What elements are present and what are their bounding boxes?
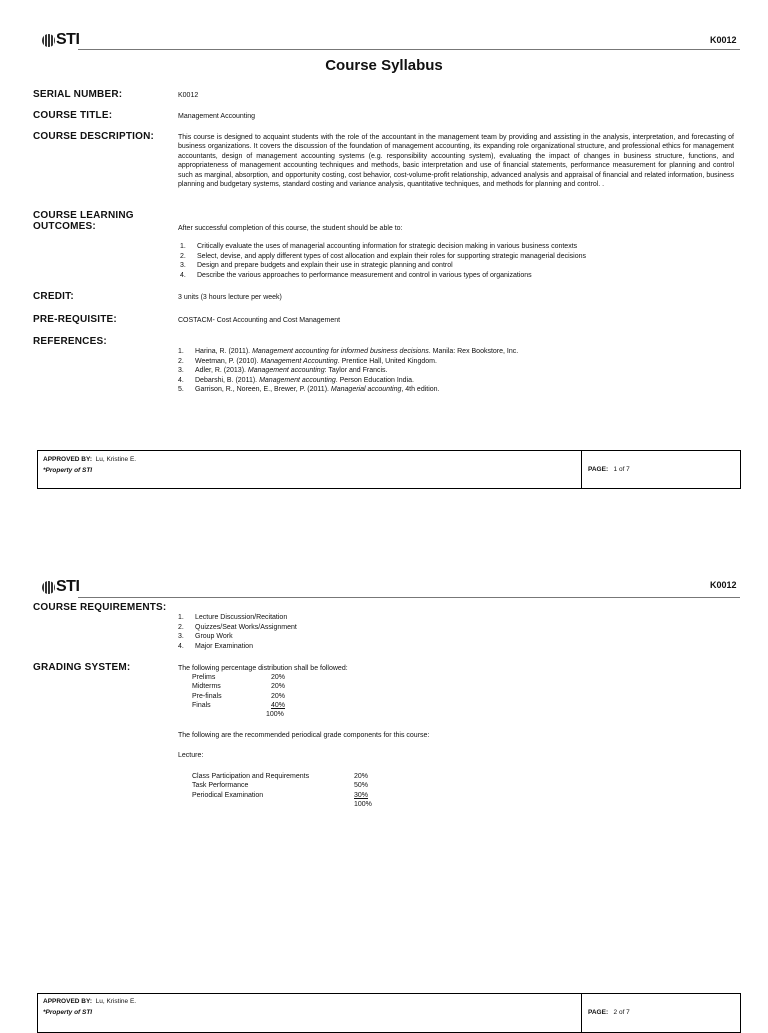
list-item: 1. Lecture Discussion/Recitation [178,614,288,621]
list-item: 1. Harina, R. (2011). Management accounting for informed business decisions. Manila: Rex Bookstore, Inc. [178,348,519,355]
property-note: *Property of STI [43,1009,93,1016]
page-title: Course Syllabus [325,57,443,74]
components-intro: The following are the recommended periodical grade components for this course: [178,732,430,739]
lecture-label: Lecture: [178,752,204,759]
credit-label: CREDIT: [33,291,74,302]
serial-value: K0012 [178,92,199,99]
sti-logo: STI [42,578,79,596]
table-row: 100% [266,711,284,719]
table-row: Prelims 20% [192,674,286,681]
table-row: Periodical Examination 30% [192,791,369,799]
prerequisite-value: COSTACM- Cost Accounting and Cost Management [178,317,341,324]
list-item: 2. Weetman, P. (2010). Management Accounting. Prentice Hall, United Kingdom. [178,357,437,365]
grade-components-table [192,772,392,809]
list-item: 4. Debarshi, B. (2011). Management accounting. Person Education India. [178,376,414,384]
course-code: K0012 [710,35,737,45]
list-item: 5. Garrison, R., Noreen, E., Brewer, P. (2011). Managerial accounting, 4th edition. [178,386,440,393]
sti-logo-icon [42,34,55,47]
outcomes-list [180,242,740,280]
table-row: Pre-finals 20% [192,692,286,700]
table-row: Midterms 20% [192,683,286,691]
page-footer [37,450,741,489]
property-note: *Property of STI [43,467,93,474]
requirements-list [178,613,578,651]
credit-value: 3 units (3 hours lecture per week) [178,294,282,301]
references-list [178,347,738,395]
course-description-label: COURSE DESCRIPTION: [33,131,155,142]
list-item: 1. Critically evaluate the uses of managerial accounting information for strategic decision making in various business contexts [180,243,578,250]
prerequisite-label: PRE-REQUISITE: [33,314,117,325]
course-description-text: This course is designed to acquaint students with the role of the accountant in the management team by providing and assisting in the analysis, interpretation, and forecasting of business organizations. It covers the discussion of the foundation of management accounting, its expanding role organizational structure, and professional ethics for management accountants, design of management accounting systems (e.g. responsibility accounting system), evaluating the impact of changes in business structure, functions, and appropriateness of management accounting techniques and methods, basic interpretation and use of financial statements, performance measurement for planning and control such as marginal, absorption, and opportunity costing, cost behavior, cost-volume-profit relationship, advanced analysis and appraisal of financial and related information, business planning and budgetary systems, standard costing and variance analysis, quantitative techniques, and methods for planning and control. . [178,134,734,189]
table-row: Class Participation and Requirements 20% [192,773,369,780]
list-item: 4. Major Examination [178,642,253,650]
outcomes-intro: After successful completion of this course, the student should be able to: [178,225,403,232]
page-number: PAGE: 1 of 7 [588,466,630,473]
list-item: 2. Quizzes/Seat Works/Assignment [178,623,297,631]
serial-label: SERIAL NUMBER: [33,89,123,100]
course-title-label: COURSE TITLE: [33,110,113,121]
references-label: REFERENCES: [33,336,107,347]
list-item: 4. Describe the various approaches to performance measurement and control in various types of organizations [180,271,532,279]
list-item: 3. Design and prepare budgets and explain their use in strategic planning and control [180,262,453,269]
page-number: PAGE: 2 of 7 [588,1009,630,1016]
learning-outcomes-label: COURSE LEARNING OUTCOMES: [33,210,134,232]
table-row: Finals 40% [192,701,286,709]
sti-logo-icon [42,581,55,594]
course-code: K0012 [710,580,737,590]
header-divider [78,597,740,598]
approved-by: APPROVED BY: Lu, Kristine E. [43,456,137,463]
grading-system-label: GRADING SYSTEM: [33,662,131,673]
header-divider [78,49,740,50]
course-title-value: Management Accounting [178,113,256,120]
list-item: 3. Group Work [178,633,233,640]
table-row: Task Performance 50% [192,782,369,790]
approved-by: APPROVED BY: Lu, Kristine E. [43,998,137,1005]
list-item: 3. Adler, R. (2013). Management accounting: Taylor and Francis. [178,367,388,374]
sti-logo: STI [42,31,79,49]
grade-distribution-table [192,673,312,719]
grading-intro: The following percentage distribution shall be followed: [178,665,348,672]
list-item: 2. Select, devise, and apply different types of cost allocation and explain their roles for supporting strategic managerial decisions [180,252,586,260]
table-row: 100% [354,800,372,808]
course-requirements-label: COURSE REQUIREMENTS: [33,602,167,613]
page-footer [37,993,741,1033]
